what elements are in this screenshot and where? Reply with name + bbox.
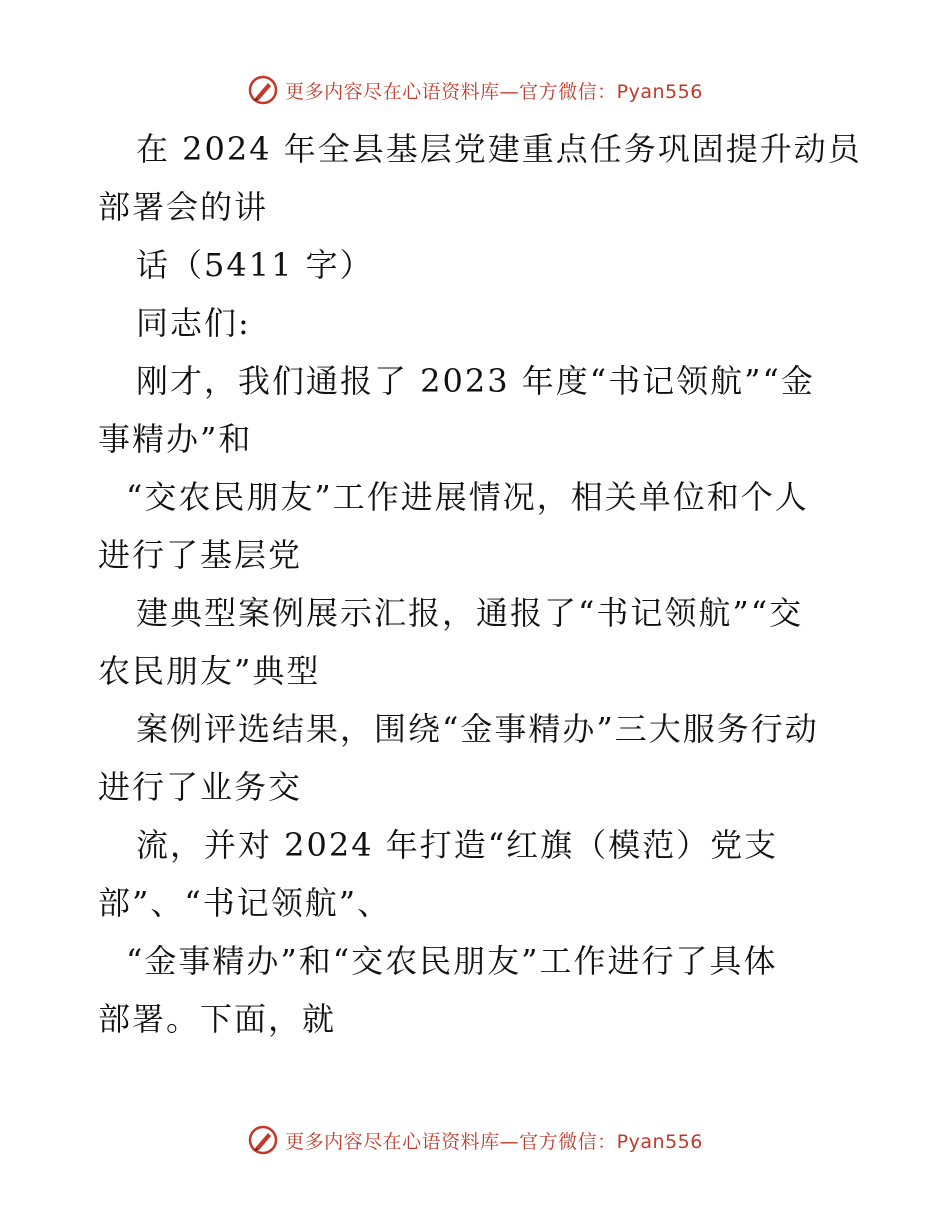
text-line: 刚才，我们通报了 2023 年度“书记领航”“金	[136, 362, 815, 400]
text-line: 建典型案例展示汇报，通报了“书记领航”“交	[136, 594, 804, 632]
text-line: 部署。下面，就	[98, 1000, 337, 1038]
text-line: 案例评选结果，围绕“金事精办”三大服务行动	[136, 710, 819, 748]
header-banner	[0, 70, 950, 110]
banner-text: 更多内容尽在心语资料库—官方微信：Pyan556	[285, 1130, 703, 1153]
text-line: “金事精办”和“交农民朋友”工作进行了具体	[126, 942, 778, 980]
document-body	[98, 120, 862, 1048]
text-line: 话（5411 字）	[136, 246, 374, 284]
text-line: 进行了基层党	[98, 536, 303, 574]
banner-text: 更多内容尽在心语资料库—官方微信：Pyan556	[285, 80, 703, 103]
text-line: 在 2024 年全县基层党建重点任务巩固提升动员	[136, 130, 862, 168]
text-line: “交农民朋友”工作进展情况，相关单位和个人	[126, 478, 809, 516]
text-line: 流，并对 2024 年打造“红旗（模范）党支	[136, 826, 779, 864]
text-line: 事精办”和	[98, 420, 253, 458]
text-line: 部署会的讲	[98, 188, 269, 226]
text-line: 同志们:	[136, 304, 251, 342]
text-line: 进行了业务交	[98, 768, 303, 806]
text-line: 农民朋友”典型	[98, 652, 321, 690]
footer-banner	[0, 1120, 950, 1160]
pen-logo-icon	[247, 1124, 279, 1156]
pen-logo-icon	[247, 74, 279, 106]
text-line: 部”、“书记领航”、	[98, 884, 392, 922]
